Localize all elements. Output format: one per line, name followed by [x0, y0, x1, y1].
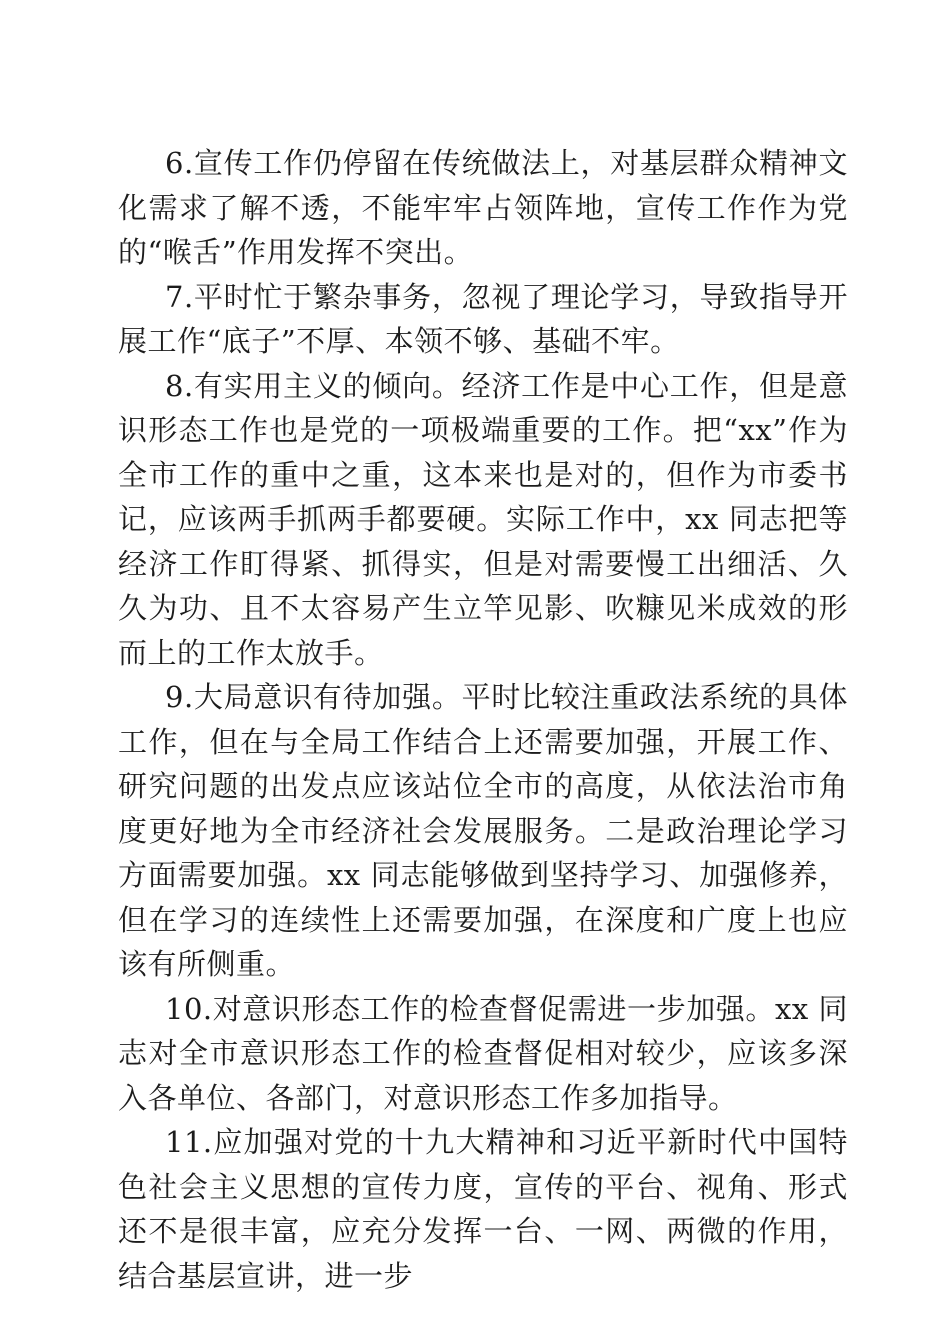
paragraph-item-7: 7.平时忙于繁杂事务，忽视了理论学习，导致指导开展工作“底子”不厚、本领不够、基础不牢。	[118, 279, 848, 358]
paragraph-item-6: 6.宣传工作仍停留在传统做法上，对基层群众精神文化需求了解不透，不能牢牢占领阵地，宣传工作作为党的“喉舌”作用发挥不突出。	[118, 146, 848, 269]
document-text-block	[118, 141, 848, 1298]
paragraph-item-11-truncated: 11.应加强对党的十九大精神和习近平新时代中国特色社会主义思想的宣传力度，宣传的平台、视角、形式还不是很丰富，应充分发挥一台、一网、两微的作用，结合基层宣讲，进一步	[118, 1125, 848, 1293]
paragraph-item-9: 9.大局意识有待加强。平时比较注重政法系统的具体工作，但在与全局工作结合上还需要加强，开展工作、研究问题的出发点应该站位全市的高度，从依法治市角度更好地为全市经济社会发展服务。二是政治理论学习方面需要加强。xx 同志能够做到坚持学习、加强修养，但在学习的连续性上还需要加强，在深度和广度上也应该有所侧重。	[118, 680, 848, 981]
paragraph-item-8: 8.有实用主义的倾向。经济工作是中心工作，但是意识形态工作也是党的一项极端重要的工作。把“xx”作为全市工作的重中之重，这本来也是对的，但作为市委书记，应该两手抓两手都要硬。实际工作中，xx 同志把等经济工作盯得紧、抓得实，但是对需要慢工出细活、久久为功、且不太容易产生立竿见影、吹糠见米成效的形而上的工作太放手。	[118, 368, 848, 670]
paragraph-item-10: 10.对意识形态工作的检查督促需进一步加强。xx 同志对全市意识形态工作的检查督促相对较少，应该多深入各单位、各部门，对意识形态工作多加指导。	[118, 991, 848, 1115]
